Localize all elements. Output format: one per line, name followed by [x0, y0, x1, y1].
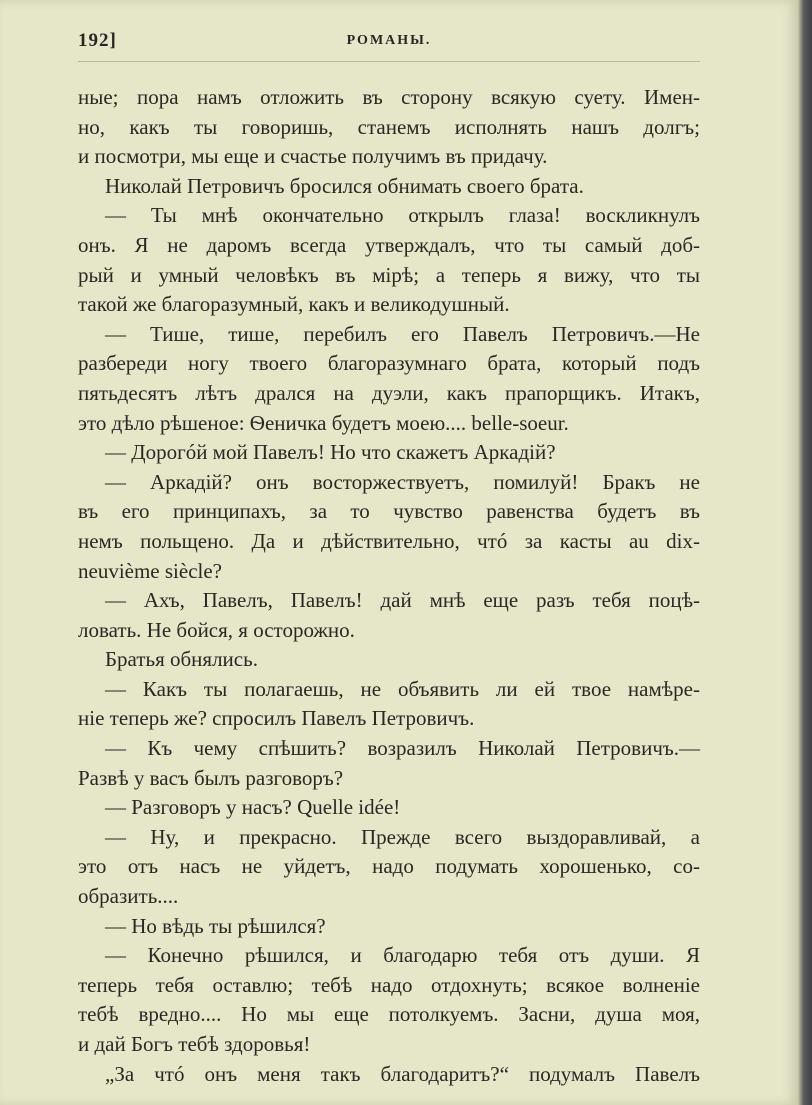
- text-line: — Къ чему спѣшить? возразилъ Николай Петровичъ.—: [105, 736, 700, 761]
- text-line: — Конечно рѣшился, и благодарю тебя отъ души. Я: [105, 943, 700, 968]
- text-line: немъ польщено. Да и дѣйствительно, чтó за касты au dix-: [78, 528, 700, 553]
- page-number: 192]: [78, 30, 117, 51]
- text-line: „За чтó онъ меня такъ благодаритъ?“ подумалъ Павелъ: [105, 1061, 700, 1086]
- text-line: тебѣ вредно.... Но мы еще потолкуемъ. Засни, душа моя,: [78, 1002, 700, 1027]
- text-line: — Какъ ты полагаешь, не объявить ли ей твое намѣре-: [105, 676, 700, 701]
- text-line: — Разговоръ у насъ? Quelle idée!: [105, 795, 401, 820]
- text-line: это дѣло рѣшеное: Ѳеничка будетъ моею.... belle-soeur.: [78, 410, 569, 435]
- text-line: neuvième siècle?: [78, 558, 223, 583]
- text-line: и посмотри, мы еще и счастье получимъ въ придачу.: [78, 144, 548, 169]
- text-line: онъ. Я не даромъ всегда утверждалъ, что ты самый доб-: [78, 232, 700, 257]
- text-line: — Ну, и прекрасно. Прежде всего выздоравливай, а: [105, 824, 700, 849]
- text-line: въ его принципахъ, за то чувство равенства будетъ въ: [78, 499, 700, 524]
- header-rule: [78, 61, 700, 62]
- text-line: — Дорогóй мой Павелъ! Но что скажетъ Аркадій?: [105, 440, 556, 465]
- text-line: — Аркадій? онъ восторжествуетъ, помилуй! Бракъ не: [105, 469, 700, 494]
- text-line: — Ахъ, Павелъ, Павелъ! дай мнѣ еще разъ тебя поцѣ-: [105, 588, 700, 613]
- body-text: [78, 83, 700, 1089]
- text-line: рый и умный человѣкъ въ мірѣ; а теперь я вижу, что ты: [78, 262, 700, 287]
- text-line: ные; пора намъ отложить въ сторону всякую суету. Имен-: [78, 85, 700, 109]
- text-line: и дай Богъ тебѣ здоровья!: [78, 1032, 311, 1056]
- text-line: это отъ насъ не уйдетъ, надо подумать хорошенько, со-: [78, 854, 700, 879]
- page-header: [78, 30, 700, 56]
- running-title: РОМАНЫ.: [346, 33, 432, 48]
- text-line: образить....: [78, 884, 179, 909]
- text-line: ловать. Не бойся, я осторожно.: [78, 617, 355, 642]
- text-line: но, какъ ты говоришь, станемъ исполнять нашъ долгъ;: [78, 114, 700, 139]
- text-line: — Но вѣдь ты рѣшился?: [105, 913, 326, 938]
- text-line: — Тише, тише, перебилъ его Павелъ Петровичъ.—Не: [105, 321, 700, 346]
- page-edge: [798, 0, 812, 1105]
- text-line: разбереди ногу твоего благоразумнаго брата, который подъ: [78, 351, 700, 376]
- text-line: ніе теперь же? спросилъ Павелъ Петровичъ.: [78, 706, 475, 731]
- text-line: Развѣ у васъ былъ разговоръ?: [78, 765, 344, 790]
- text-line: — Ты мнѣ окончательно открылъ глаза! воскликнулъ: [105, 203, 700, 228]
- text-line: пятьдесятъ лѣтъ дрался на дуэли, какъ прапорщикъ. Итакъ,: [78, 380, 700, 405]
- text-line: такой же благоразумный, какъ и великодушный.: [78, 292, 510, 317]
- text-line: Братья обнялись.: [105, 647, 258, 672]
- text-line: теперь тебя оставлю; тебѣ надо отдохнуть; всякое волненіе: [78, 972, 700, 997]
- text-line: Николай Петровичъ бросился обнимать своего брата.: [105, 173, 584, 198]
